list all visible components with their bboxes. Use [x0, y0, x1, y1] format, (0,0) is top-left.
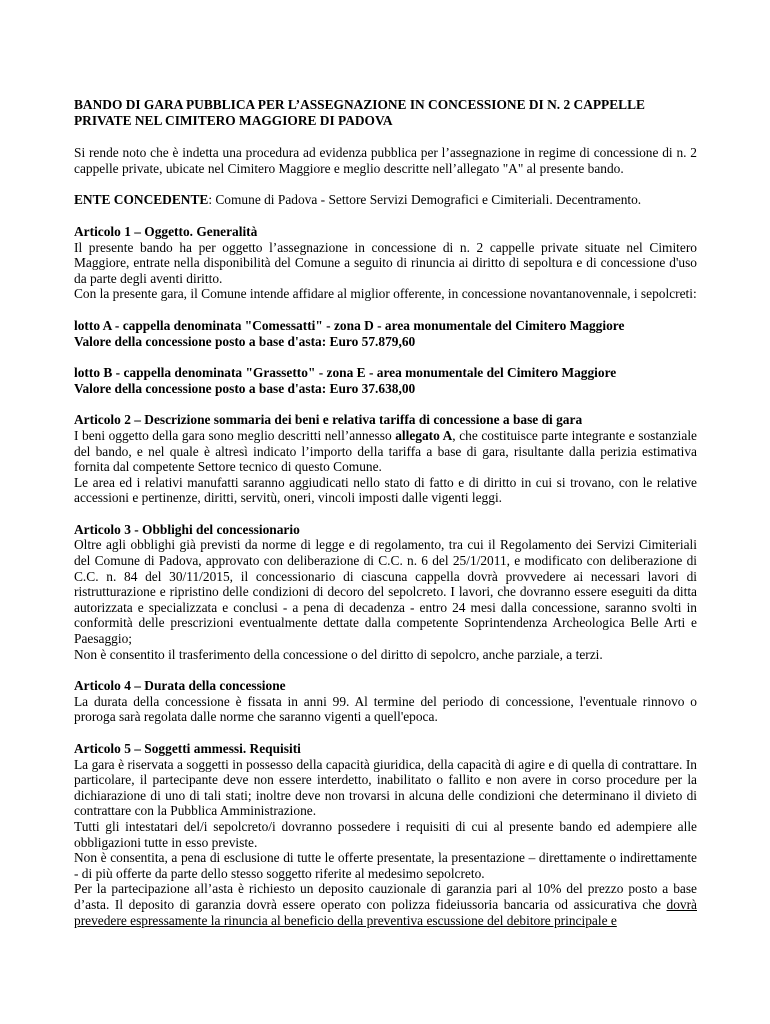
article-5-paragraph: Tutti gli intestatari del/i sepolcreto/i dovranno possedere i requisiti di cui al presente bando ed adempiere alle obbligazioni tutte in esso previste.	[74, 818, 697, 850]
article-5-paragraph: Non è consentita, a pena di esclusione di tutte le offerte presentate, la presentazione – direttamente o indirettamente - di più offerte da parte dello stesso soggetto riferite al medesimo sepolcreto.	[74, 850, 697, 881]
article-3-heading: Articolo 3 - Obblighi del concessionario	[74, 521, 300, 537]
lotto-b	[74, 365, 697, 396]
article-2-heading: Articolo 2 – Descrizione sommaria dei beni e relativa tariffa di concessione a base di gara	[74, 412, 583, 428]
lotto-a-line: lotto A - cappella denominata "Comessatti" - zona D - area monumentale del Cimitero Maggiore	[74, 317, 625, 333]
article-1-heading: Articolo 1 – Oggetto. Generalità	[74, 223, 258, 239]
text-run: , che costituisce parte integrante e sostanziale del bando, e nel quale è altresì indicato l’importo della tariffa a base di gara, risultante dalla perizia estimativa fornita dal competente Settore tecnico di questo Comune.	[74, 427, 697, 475]
article-5-paragraph	[74, 881, 697, 928]
text-run: I beni oggetto della gara sono meglio descritti nell’annesso	[74, 427, 396, 443]
text-run: Per la partecipazione all’asta è richiesto un deposito cauzionale di garanzia pari al 10% del prezzo posto a base d’asta. Il deposito di garanzia dovrà essere operato con polizza fideiussoria bancaria od assicurativa che	[74, 881, 697, 912]
underlined-text: dovrà prevedere espressamente la rinuncia al beneficio della preventiva escussione del debitore principale e	[74, 896, 697, 928]
lotto-a	[74, 318, 697, 349]
article-2-paragraph	[74, 428, 697, 475]
article-4-paragraph: La durata della concessione è fissata in anni 99. Al termine del periodo di concessione, l'eventuale rinnovo o proroga sarà regolata dalle norme che saranno vigenti a quell'epoca.	[74, 693, 697, 725]
article-5	[74, 741, 697, 928]
article-3	[74, 522, 697, 662]
article-3-paragraph: Oltre agli obblighi già previsti da norme di legge e di regolamento, tra cui il Regolamento dei Servizi Cimiteriali del Comune di Padova, approvato con deliberazione di C.C. n. 6 del 25/1/2011, e modificato con deliberazione di C.C. n. 84 del 30/11/2015, il concessionario di ciascuna cappella dovrà provvedere ai necessari lavori di ristrutturazione e ripristino delle condizioni di decoro del sepolcreto. I lavori, che dovranno essere eseguiti da ditta autorizzata e specializzata e conclusi - a pena di decadenza - entro 24 mesi dalla concessione, saranno svolti in conformità delle prescrizioni eventualmente dettate dalla competente Soprintendenza Archeologica Belle Arti e Paesaggio;	[74, 537, 697, 647]
intro-paragraph: Si rende noto che è indetta una procedura ad evidenza pubblica per l’assegnazione in regime di concessione di n. 2 cappelle private, ubicate nel Cimitero Maggiore e meglio descritte nell’allegato "A" al presente bando.	[74, 145, 697, 176]
document-title	[74, 97, 697, 128]
allegato-a-ref: allegato A	[395, 427, 453, 443]
article-4-heading: Articolo 4 – Durata della concessione	[74, 678, 286, 694]
article-5-paragraph: La gara è riservata a soggetti in possesso della capacità giuridica, della capacità di agire e di quella di contrattare. In particolare, il partecipante deve non essere interdetto, inabilitato o fallito e non avere in corso procedure per la dichiarazione di uno di tali stati; inoltre deve non trovarsi in alcuna delle condizioni che determinano il divieto di contrattare con la Pubblica Amministrazione.	[74, 756, 697, 819]
title-line: BANDO DI GARA PUBBLICA PER L’ASSEGNAZIONE IN CONCESSIONE DI N. 2 CAPPELLE	[74, 97, 645, 112]
article-4	[74, 678, 697, 725]
lotto-a-value: Valore della concessione posto a base d'asta: Euro 57.879,60	[74, 333, 416, 349]
article-2	[74, 412, 697, 506]
article-3-paragraph: Non è consentito il trasferimento della concessione o del diritto di sepolcro, anche parziale, a terzi.	[74, 646, 603, 662]
article-2-paragraph: Le area ed i relativi manufatti saranno aggiudicati nello stato di fatto e di diritto in cui si trovano, con le relative accessioni e pertinenze, diritti, servitù, oneri, vincoli imposti dalle vigenti leggi.	[74, 474, 697, 506]
ente-label: ENTE CONCEDENTE	[74, 192, 209, 208]
article-1	[74, 224, 697, 302]
ente-concedente	[74, 192, 697, 208]
ente-text: : Comune di Padova - Settore Servizi Demografici e Cimiteriali. Decentramento.	[208, 192, 642, 208]
title-line: PRIVATE NEL CIMITERO MAGGIORE DI PADOVA	[74, 112, 393, 128]
article-5-heading: Articolo 5 – Soggetti ammessi. Requisiti	[74, 741, 301, 756]
article-1-paragraph: Con la presente gara, il Comune intende affidare al miglior offerente, in concessione novantanovennale, i sepolcreti:	[74, 286, 697, 302]
lotto-b-value: Valore della concessione posto a base d'asta: Euro 37.638,00	[74, 380, 416, 396]
lotto-b-line: lotto B - cappella denominata "Grassetto" - zona E - area monumentale del Cimitero Maggiore	[74, 365, 617, 381]
article-1-paragraph: Il presente bando ha per oggetto l’assegnazione in concessione di n. 2 cappelle private situate nel Cimitero Maggiore, entrate nella disponibilità del Comune a seguito di rinuncia ai diritto di sepoltura e di concessione d'uso da parte degli aventi diritto.	[74, 239, 697, 286]
